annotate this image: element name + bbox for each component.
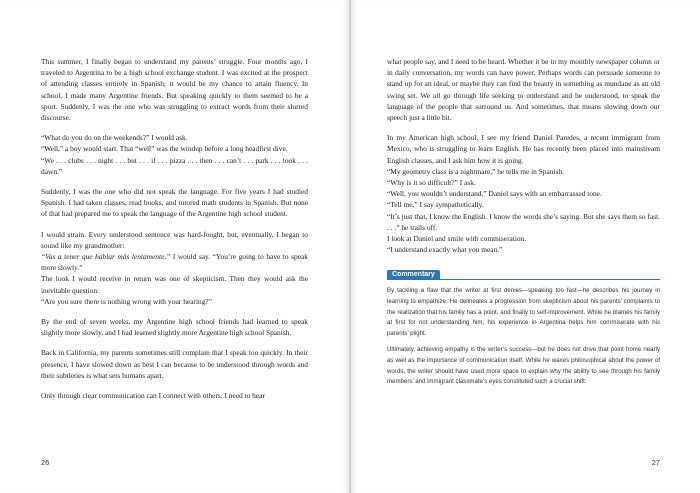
left-body-text	[41, 56, 308, 401]
commentary-paragraph: By tackling a flaw that the writer at first denies—speaking too fast—he describes his journey in learning to empathize. He delineates a progression from skepticism about his parents’ complaints to the realization that his family has a point, and finally to self-improvement. While he blames his family at first for not understanding him, his experience in Argentina helps him commiserate with his parents’ plight.	[387, 287, 660, 337]
right-page	[351, 0, 700, 493]
paragraph: I look at Daniel and smile with commiseration.	[387, 234, 527, 244]
paragraph: Suddenly, I was the one who did not speak the language. For five years I had studied Spanish. I had taken classes, read books, and tutored math students in Spanish. But none of that had prepared me to speak the language of the Argentine high school student.	[41, 187, 308, 219]
paragraph: “Well,” a boy would start. That “well” was the windup before a long headfirst dive.	[41, 144, 288, 154]
page-number-right: 27	[651, 458, 660, 467]
commentary-header	[387, 269, 660, 280]
paragraph	[41, 251, 308, 273]
paragraph: “Well, you wouldn’t understand,” Daniel says with an embarrassed tone.	[387, 189, 602, 199]
spanish-quote: “Vas a tener que hablar más lentamente,”	[41, 252, 171, 262]
commentary-label: Commentary	[387, 270, 440, 280]
page-number-left: 26	[41, 458, 50, 467]
paragraph: This summer, I finally began to understand my parents’ struggle. Four months ago, I traveled to Argentina to be a high school exchange student. I was excited at the prospect of attending classes entirely in Spanish; it would be my chance to attain fluency. In school, I made many Argentine friends. But speaking quickly to them seemed to be a sport. Suddenly, I was the one who was struggling to extract words from their slurred discourse.	[41, 57, 308, 123]
paragraph: Back in California, my parents sometimes still complain that I speak too quickly. In their presence, I have slowed down as best I can because to be understood through words and their subtleties is what sets humans apart.	[41, 348, 308, 380]
paragraph: In my American high school, I see my friend Daniel Paredes, a recent immigrant from Mexico, who is struggling to learn English. He has recently been placed into mainstream English classes, and I ask him how it is going.	[387, 133, 660, 165]
paragraph: Only through clear communication can I connect with others. I need to hear	[41, 391, 265, 401]
left-page	[0, 0, 349, 493]
commentary-box	[387, 286, 660, 387]
paragraph: By the end of seven weeks, my Argentine high school friends had learned to speak slightly more slowly, and I had learned slightly more Argentine high school Spanish.	[41, 317, 308, 338]
paragraph: The look I would receive in return was one of skepticism. Then they would ask the inevitable question:	[41, 274, 308, 295]
paragraph: “Why is it so difficult?” I ask.	[387, 178, 476, 188]
paragraph: “What do you do on the weekends?” I would ask.	[41, 133, 188, 143]
paragraph: “My geometry class is a nightmare,” he tells me in Spanish.	[387, 166, 564, 176]
quote-continuation: I would say. “You’re going to have to speak more slowly.”	[41, 252, 308, 273]
paragraph: what people say, and I need to be heard. Whether it be in my monthly newspaper column or in daily conversation, my words can have power. Perhaps words can persuade someone to stand up for an ideal, or maybe they can find the beauty in something as mundane as an old swing set. We all go through life seeking to understand and be understood, to speak the language of the people that surround us. And sometimes, that means slowing down our speech just a little bit.	[387, 57, 660, 123]
right-body-text	[387, 56, 660, 388]
commentary-paragraph: Ultimately, achieving empathy is the writer’s success—but he does not drive that point home nearly as well as the importance of communication itself. While he waxes philosophical about the power of words, the writer should have used more space to explain why the ability to see through his family members’ and immigrant classmate’s eyes constituted such a crucial shift.	[387, 346, 660, 386]
paragraph: I would strain. Every understood sentence was hard-fought, but, eventually, I began to sound like my grandmother:	[41, 229, 308, 250]
paragraph: “Tell me,” I say sympathetically.	[387, 200, 484, 210]
paragraph: “We . . . clubs . . . night . . . but . . . if . . . pizza . . . then . . . can’t . . . park . . . look . . . dawn.”	[41, 155, 308, 176]
paragraph: “Are you sure there is nothing wrong with your hearing?”	[41, 296, 212, 306]
paragraph: “It’s just that, I know the English. I know the words she’s saying. But she says them so fast. . . .” he trails off.	[387, 211, 660, 232]
paragraph: “I understand exactly what you mean.”	[387, 245, 503, 255]
